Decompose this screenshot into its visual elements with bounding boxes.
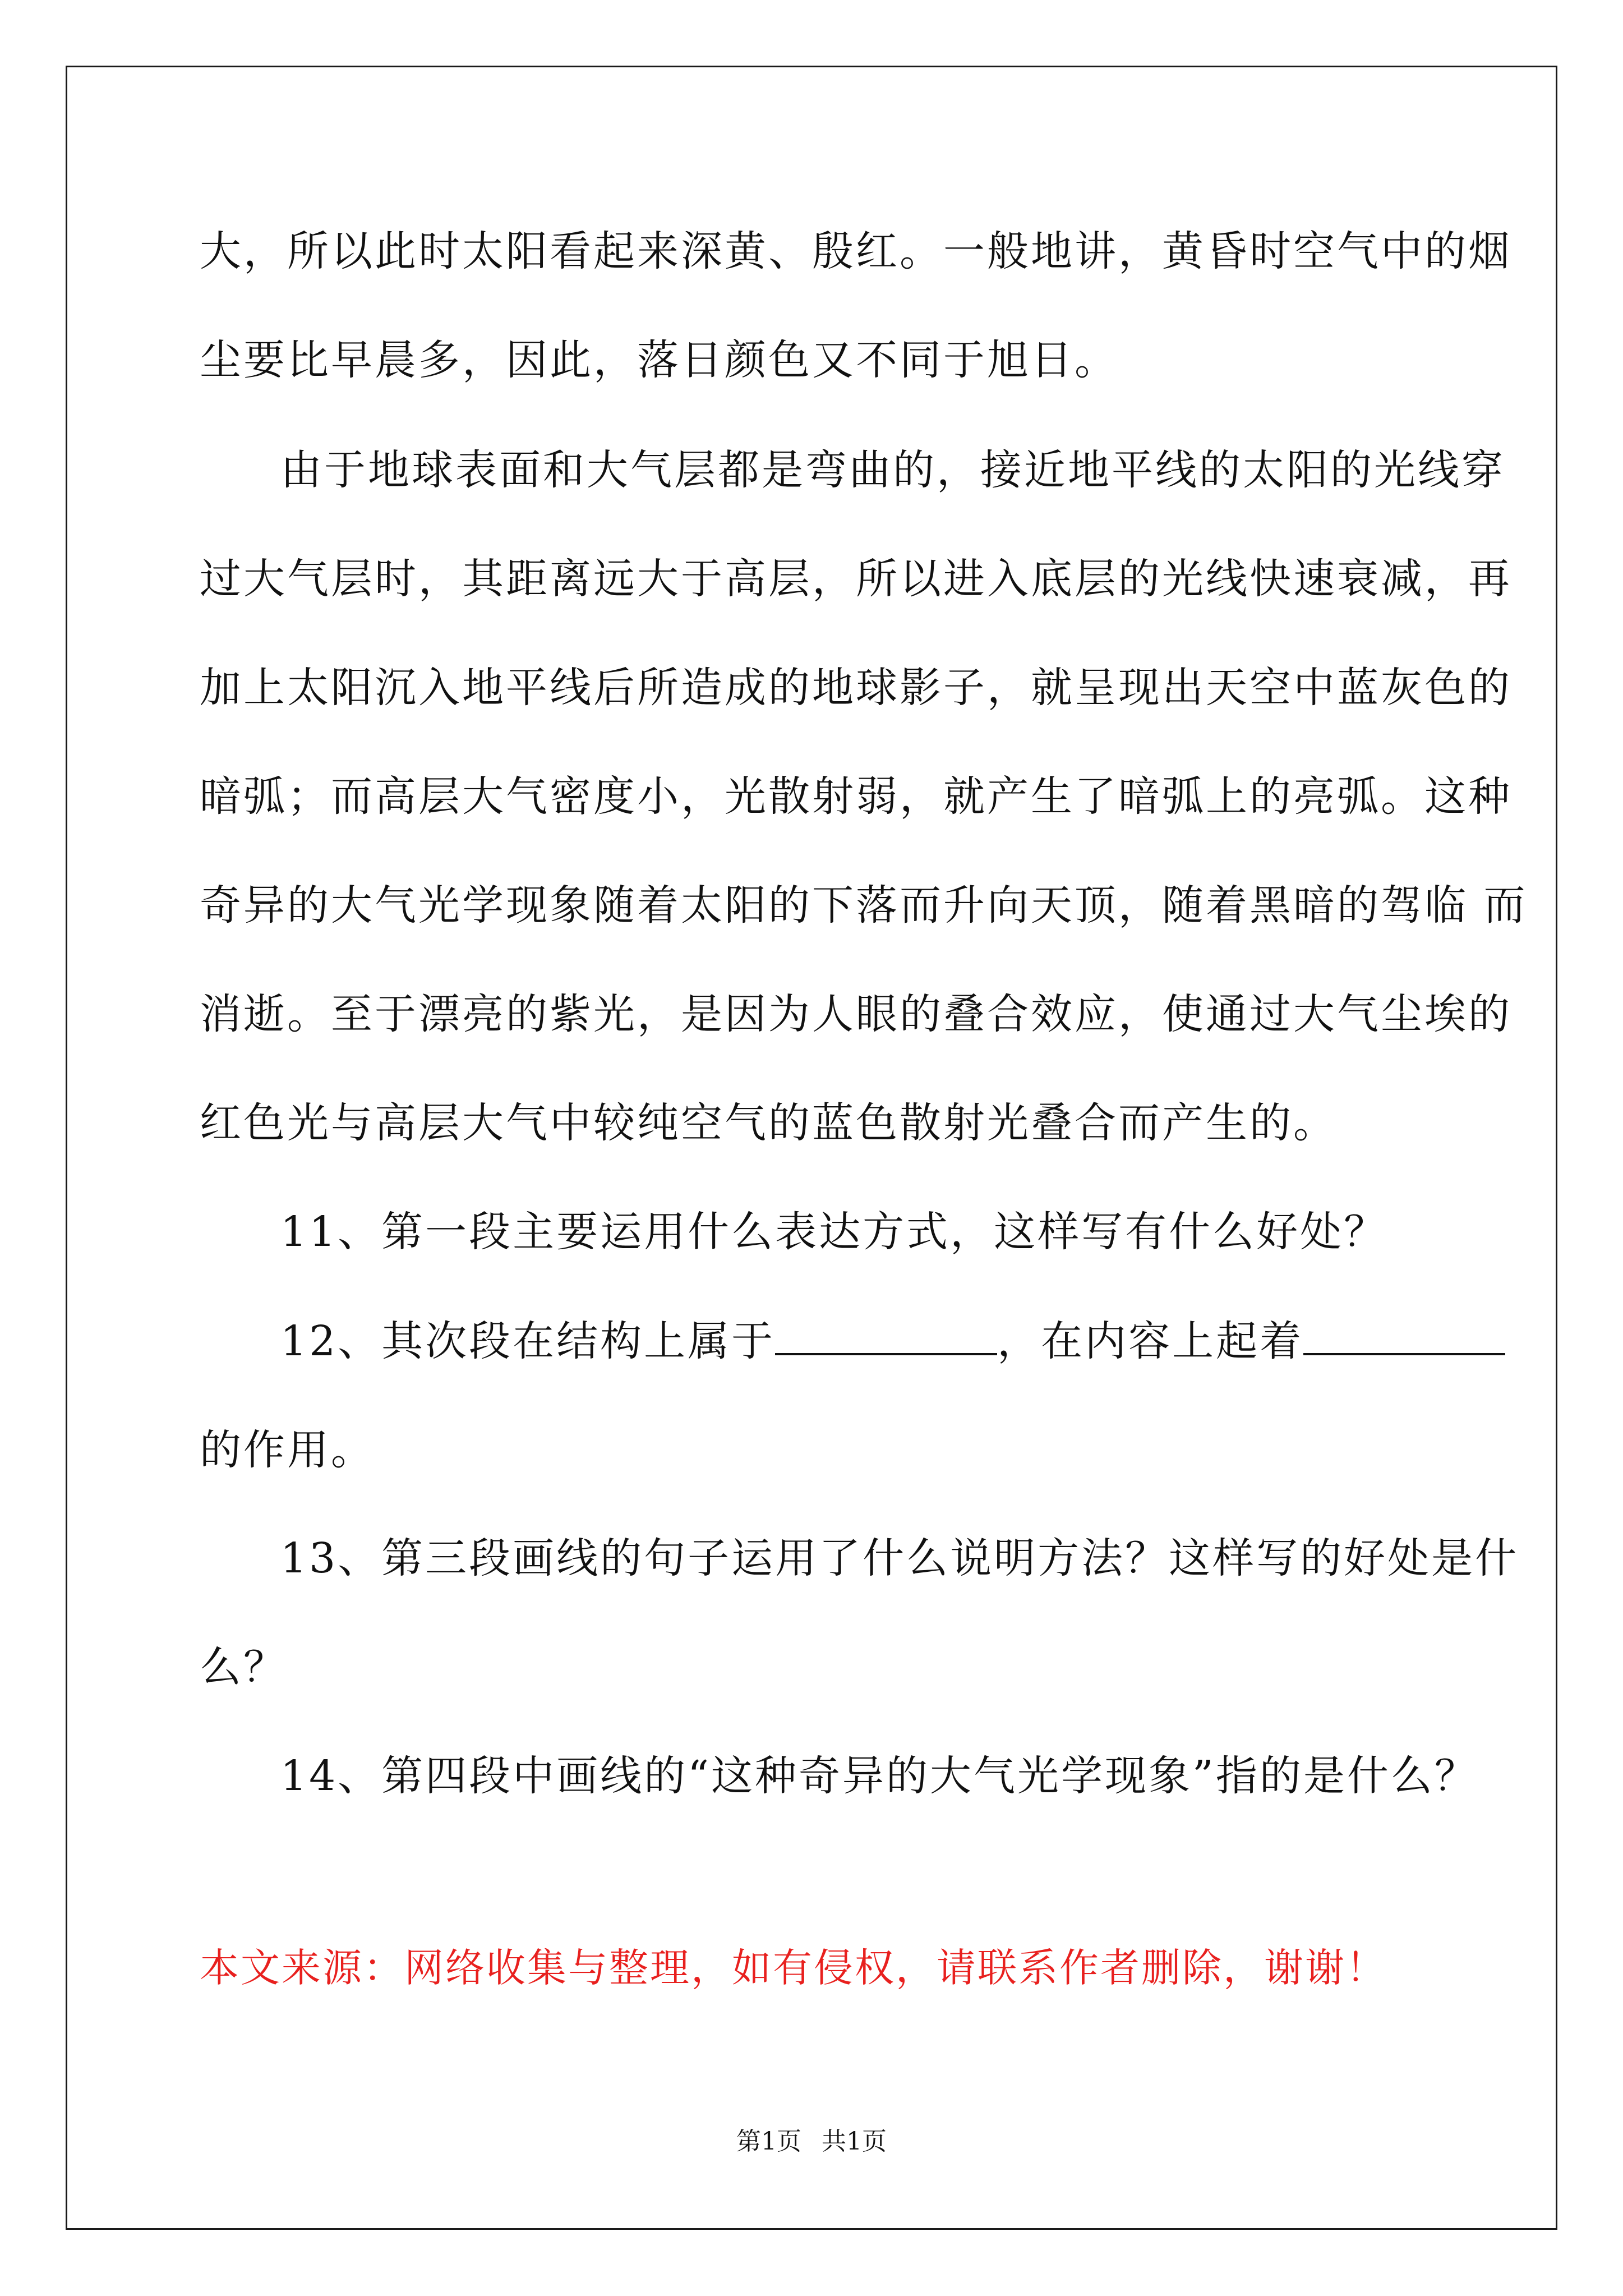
question-13-line-1: 13、第三段画线的句子运用了什么说明方法？这样写的好处是什: [280, 1534, 1519, 1582]
paragraph-2-line-5: 奇异的大气光学现象随着太阳的下落而升向天顶，随着黑暗的驾临 而: [200, 881, 1528, 930]
paragraph-2-line-3: 加上太阳沉入地平线后所造成的地球影子，就呈现出天空中蓝灰色的: [200, 664, 1512, 712]
paragraph-2-line-7: 红色光与高层大气中较纯空气的蓝色散射光叠合而产生的。: [200, 1099, 1337, 1147]
paragraph-2-line-4: 暗弧；而高层大气密度小，光散射弱，就产生了暗弧上的亮弧。这种: [200, 772, 1512, 821]
question-12-text-a: 12、其次段在结构上属于: [280, 1317, 776, 1365]
page-total: 共1页: [822, 2127, 887, 2156]
paragraph-2-line-2: 过大气层时，其距离远大于高层，所以进入底层的光线快速衰减，再: [200, 555, 1512, 603]
question-12-text-b: ，在内容上起着: [997, 1317, 1304, 1365]
paragraph-1-line-2: 尘要比早晨多，因此，落日颜色又不同于旭日。: [200, 336, 1118, 384]
question-14: 14、第四段中画线的“这种奇异的大气光学现象”指的是什么？: [280, 1752, 1478, 1800]
question-12: [280, 1314, 1514, 1368]
question-12-line-2: 的作用。: [200, 1426, 375, 1474]
paragraph-2-line-6: 消逝。至于漂亮的紫光，是因为人眼的叠合效应，使通过大气尘埃的: [200, 990, 1512, 1038]
source-note: 本文来源：网络收集与整理，如有侵权，请联系作者删除，谢谢！: [200, 1945, 1387, 1991]
paragraph-2-line-1: 由于地球表面和大气层都是弯曲的，接近地平线的太阳的光线穿: [280, 446, 1505, 494]
answer-blank-structure[interactable]: [775, 1319, 997, 1355]
paragraph-1-line-1: 大，所以此时太阳看起来深黄、殷红。一般地讲，黄昏时空气中的烟: [200, 227, 1512, 275]
page-footer: [0, 2126, 1623, 2157]
answer-blank-content[interactable]: [1303, 1319, 1505, 1355]
question-13-line-2: 么？: [200, 1643, 287, 1691]
page-number: 第1页: [736, 2127, 801, 2156]
question-11: 11、第一段主要运用什么表达方式，这样写有什么好处？: [280, 1208, 1388, 1256]
